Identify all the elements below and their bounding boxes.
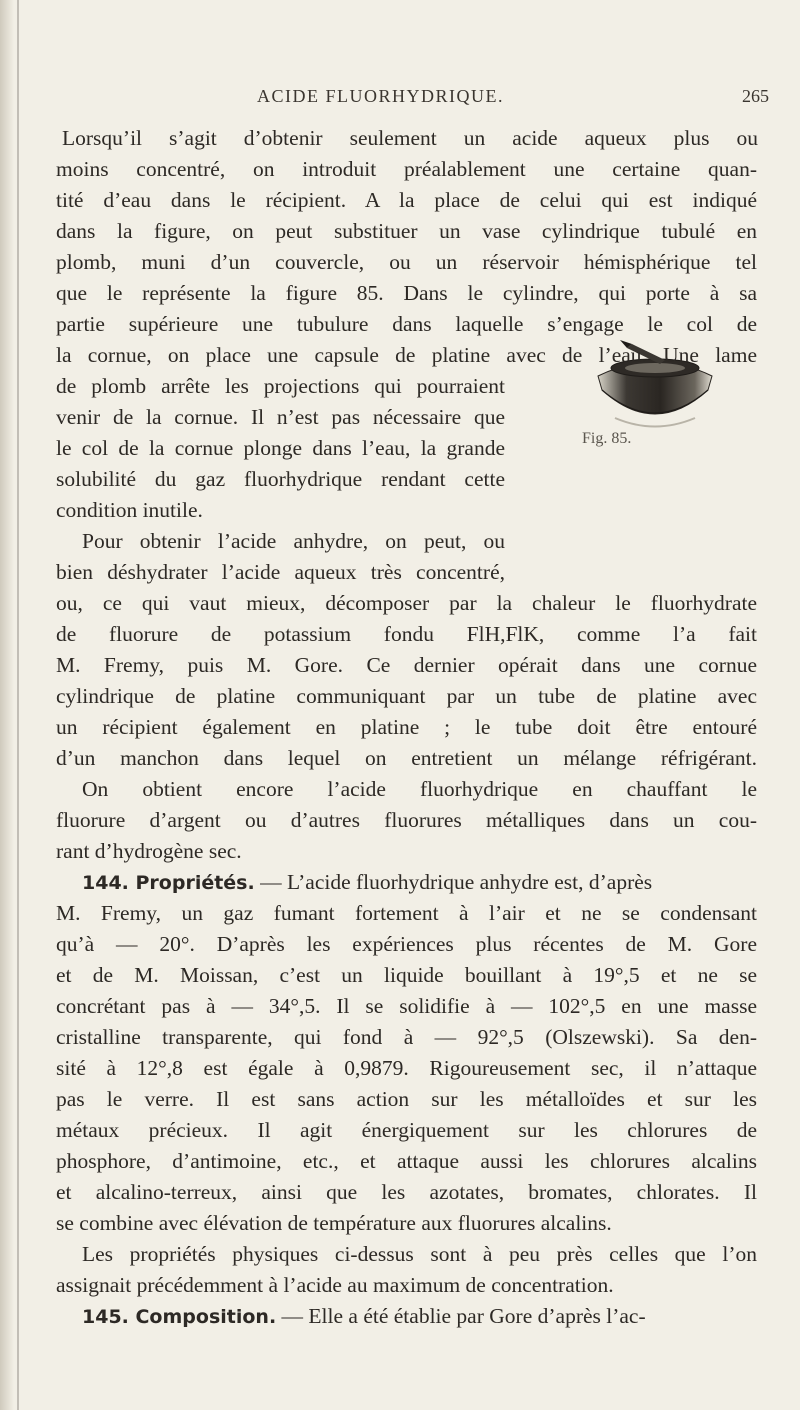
text-line: partie supérieure une tubulure dans laquelle s’engage le col de	[56, 312, 757, 336]
text-line: cristalline transparente, qui fond à — 92°,5 (Olszewski). Sa den-	[56, 1025, 757, 1049]
text-line: la cornue, on place une capsule de platine avec de l’eau. Une lame	[56, 343, 757, 367]
text-line: assignait précédemment à l’acide au maximum de concentration.	[56, 1273, 614, 1297]
text-line: Pour obtenir l’acide anhydre, on peut, ou	[82, 529, 505, 553]
text-line: — Elle a été établie par Gore d’après l’ac-	[281, 1304, 646, 1328]
text-line: qu’à — 20°. D’après les expériences plus récentes de M. Gore	[56, 932, 757, 956]
text-line: plomb, muni d’un couvercle, ou un réservoir hémisphérique tel	[56, 250, 757, 274]
text-line: un récipient également en platine ; le tube doit être entouré	[56, 715, 757, 739]
text-line: fluorure d’argent ou d’autres fluorures métalliques dans un cou-	[56, 808, 757, 832]
text-line: de plomb arrête les projections qui pourraient	[56, 374, 505, 398]
text-line: bien déshydrater l’acide aqueux très concentré,	[56, 560, 505, 584]
text-line: que le représente la figure 85. Dans le cylindre, qui porte à sa	[56, 281, 757, 305]
text-line: sité à 12°,8 est égale à 0,9879. Rigoureusement sec, il n’attaque	[56, 1056, 757, 1080]
text-line: tité d’eau dans le récipient. A la place de celui qui est indiqué	[56, 188, 757, 212]
page-number: 265	[742, 86, 769, 106]
text-line: le col de la cornue plonge dans l’eau, la grande	[56, 436, 505, 460]
text-line: et de M. Moissan, c’est un liquide bouillant à 19°,5 et ne se	[56, 963, 757, 987]
text-line: — L’acide fluorhydrique anhydre est, d’après	[260, 870, 653, 894]
text-line: concrétant pas à — 34°,5. Il se solidifie à — 102°,5 en une masse	[56, 994, 757, 1018]
text-line: On obtient encore l’acide fluorhydrique en chauffant le	[82, 777, 757, 801]
text-line: M. Fremy, un gaz fumant fortement à l’air et ne se condensant	[56, 901, 757, 925]
text-line: et alcalino-terreux, ainsi que les azotates, bromates, chlorates. Il	[56, 1180, 757, 1204]
running-title: ACIDE FLUORHYDRIQUE.	[257, 86, 504, 106]
text-line: d’un manchon dans lequel on entretient un mélange réfrigérant.	[56, 746, 757, 770]
text-line: Les propriétés physiques ci-dessus sont à peu près celles que l’on	[82, 1242, 757, 1266]
text-line: moins concentré, on introduit préalablement une certaine quan-	[56, 157, 757, 181]
text-line: Lorsqu’il s’agit d’obtenir seulement un acide aqueux plus ou	[62, 126, 758, 150]
text-line: M. Fremy, puis M. Gore. Ce dernier opérait dans une cornue	[56, 653, 757, 677]
text-line: solubilité du gaz fluorhydrique rendant cette	[56, 467, 505, 491]
binding-edge	[0, 0, 14, 1410]
text-line: phosphore, d’antimoine, etc., et attaque aussi les chlorures alcalins	[56, 1149, 757, 1173]
text-line: rant d’hydrogène sec.	[56, 839, 242, 863]
text-line: cylindrique de platine communiquant par un tube de platine avec	[56, 684, 757, 708]
gutter-shadow	[17, 0, 19, 1410]
text-line: pas le verre. Il est sans action sur les métalloïdes et sur les	[56, 1087, 757, 1111]
text-line: venir de la cornue. Il n’est pas nécessaire que	[56, 405, 505, 429]
section-145	[82, 1306, 757, 1328]
text-line: de fluorure de potassium fondu FlH,FlK, comme l’a fait	[56, 622, 757, 646]
text-line: dans la figure, on peut substituer un vase cylindrique tubulé en	[56, 219, 757, 243]
heading-145: 145. Composition.	[82, 1306, 277, 1328]
heading-144: 144. Propriétés.	[82, 872, 255, 894]
text-line: condition inutile.	[56, 498, 203, 522]
section-144	[82, 872, 757, 894]
figure-caption: Fig. 85.	[582, 430, 632, 447]
text-line: ou, ce qui vaut mieux, décomposer par la chaleur le fluorhydrate	[56, 591, 757, 615]
text-line: se combine avec élévation de température aux fluorures alcalins.	[56, 1211, 612, 1235]
text-line: métaux précieux. Il agit énergiquement sur les chlorures de	[56, 1118, 757, 1142]
